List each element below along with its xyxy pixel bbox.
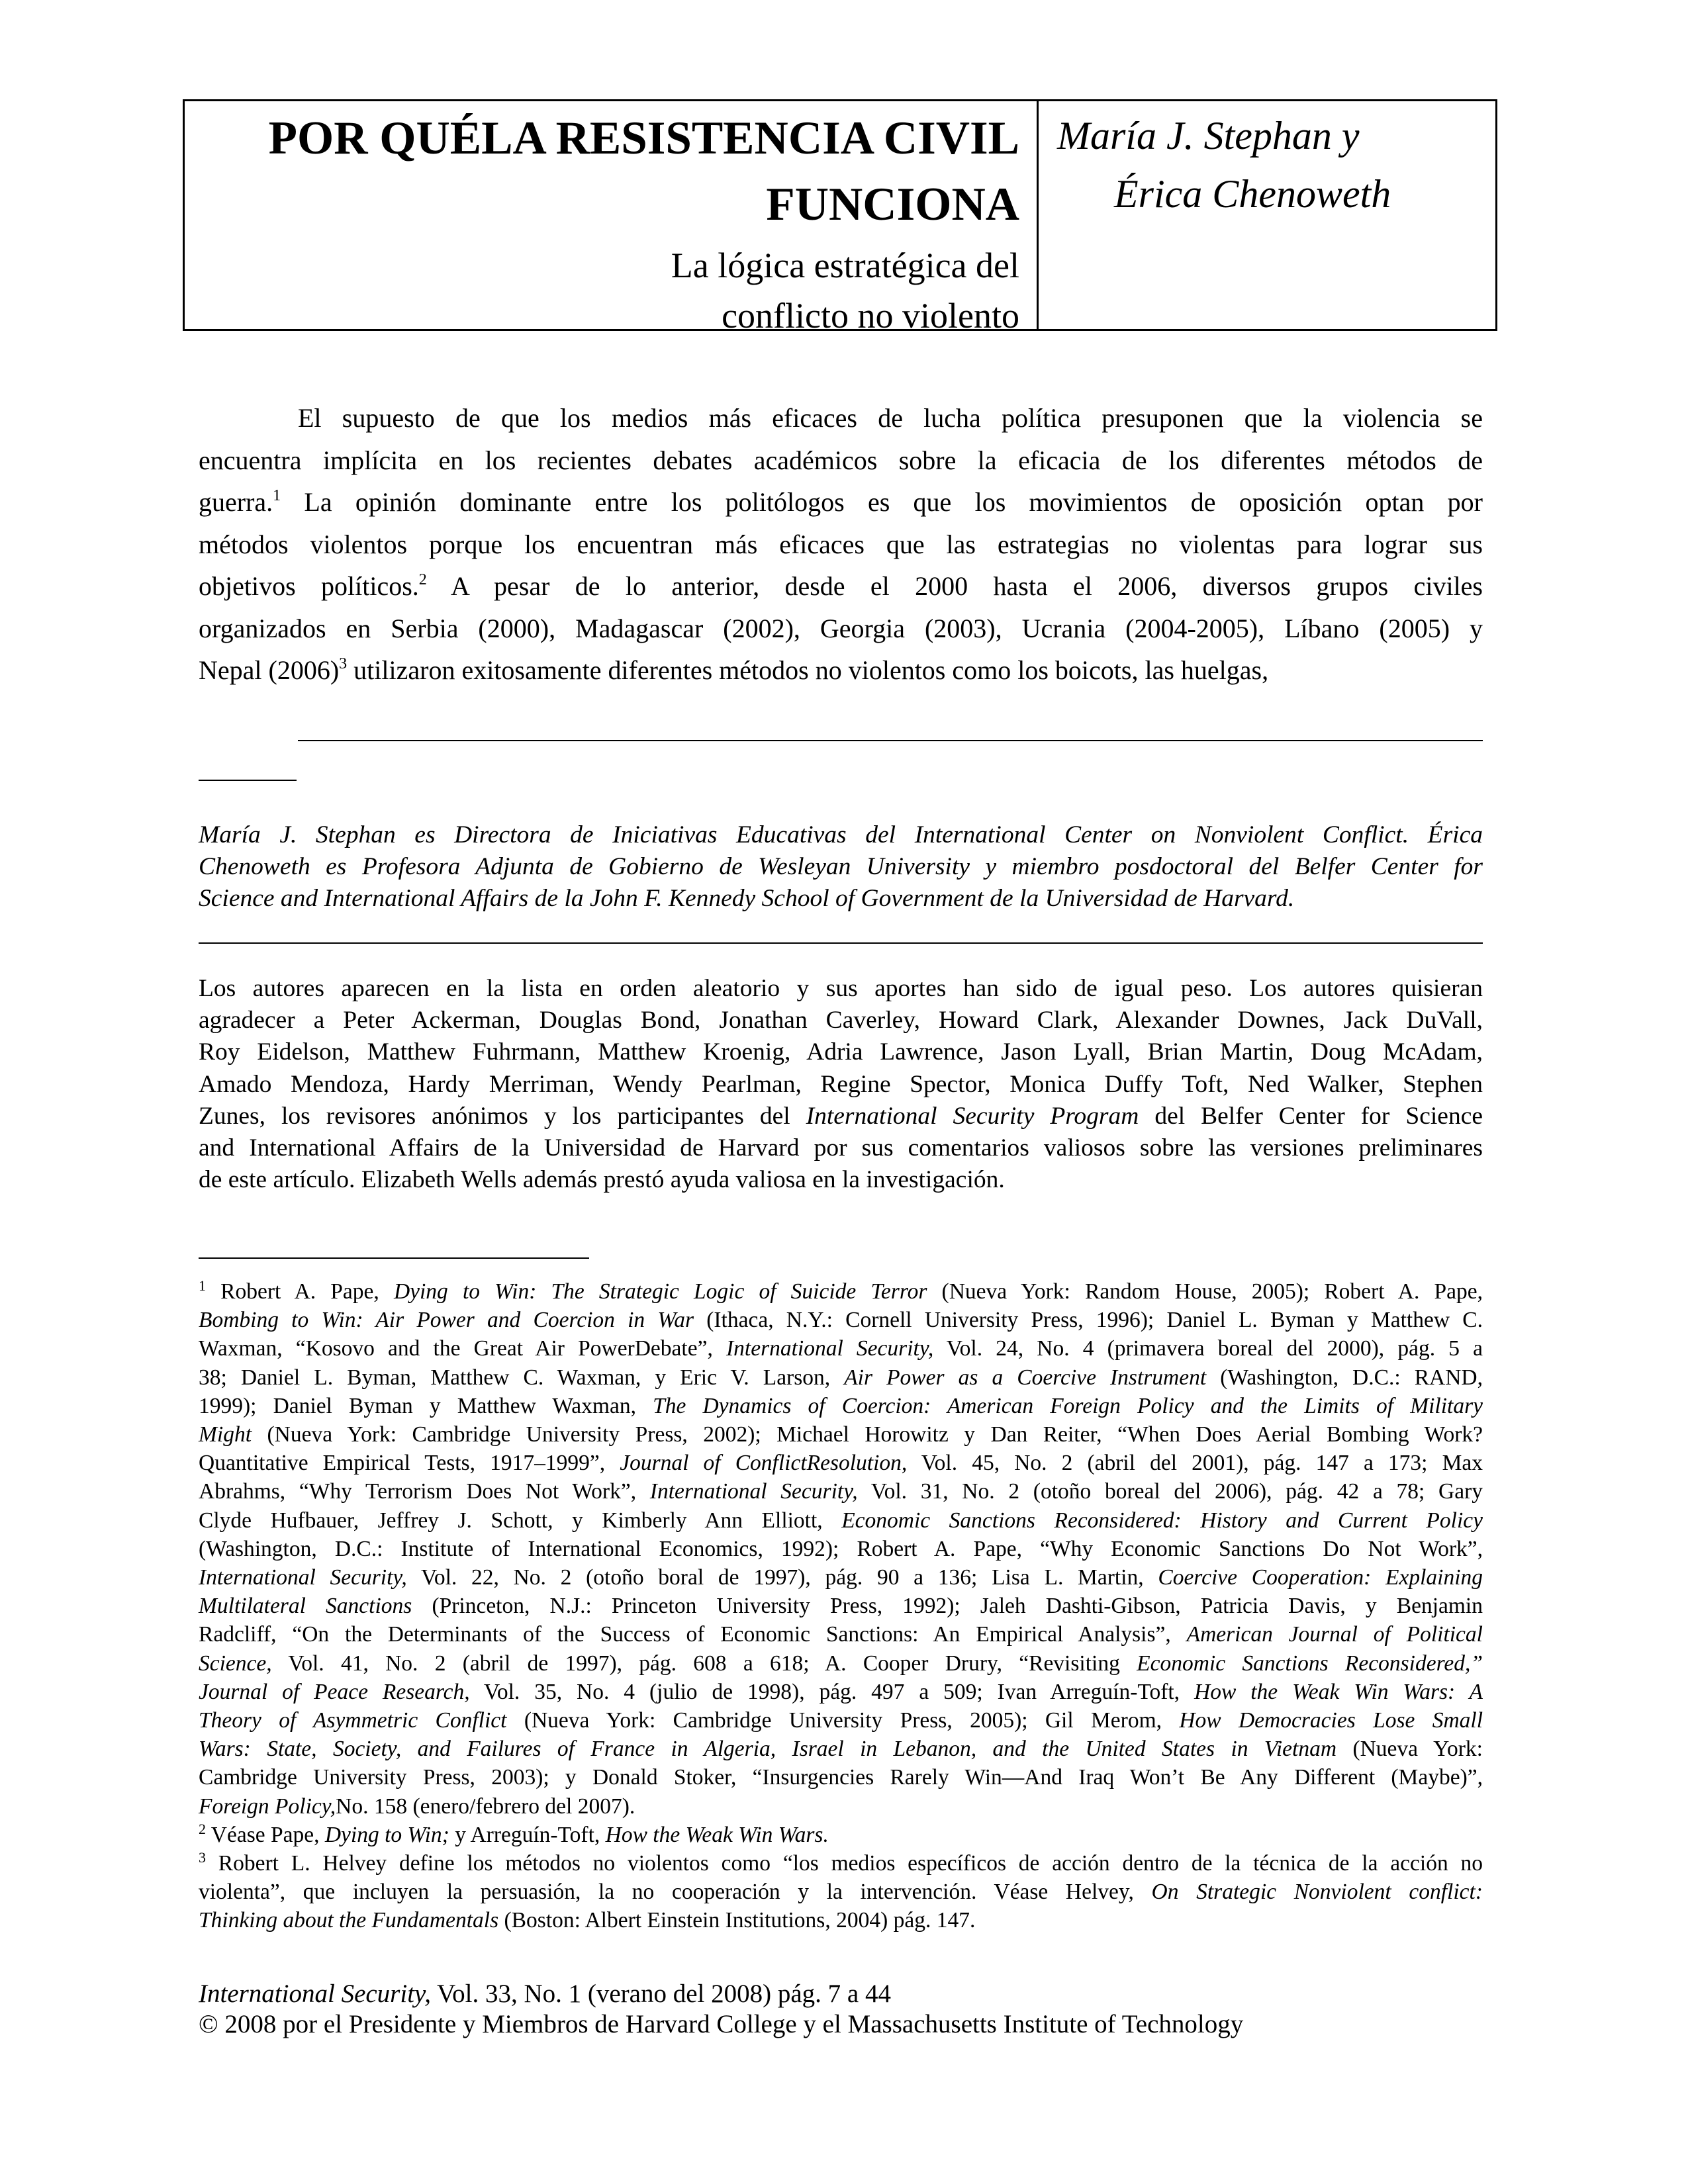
author-line-2: Érica Chenoweth	[1114, 172, 1391, 216]
title-line-1: POR QUÉLA RESISTENCIA CIVIL	[268, 113, 1019, 164]
ack-line: agradecer a Peter Ackerman, Douglas Bond, Jonathan Caverley, Howard Clark, Alexander Downes, Jack DuVall,	[199, 1007, 1483, 1034]
body-paragraph	[199, 397, 1483, 692]
affiliation-line: Science and International Affairs de la John F. Kennedy School of Government de la Universidad de Harvard.	[199, 885, 1295, 912]
title-box	[183, 99, 1497, 336]
footnote-1: $^1$ Robert A. Pape, Dying to Win: The Strategic Logic of Suicide Terror (Nueva York: Random House, 2005); Robert A. Pape, Bombing to Win: Air Power and Coercion in War (Ithaca, N.Y.: Cornell University Press, 1996); Daniel L. Byman y Matthew C. Waxman, “Kosovo and the Great Air PowerDebate”, International Security, Vol. 24, No. 4 (primavera boreal del 2000), pág. 5 a 38; Daniel L. Byman, Matthew C. Waxman, y Eric V. Larson, Air Power as a Coercive Instrument (Washington, D.C.: RAND, 1999); Daniel Byman y Matthew Waxman, The Dynamics of Coercion: American Foreign Policy and the Limits of Military Might (Nueva York: Cambridge University Press, 2002); Michael Horowitz y Dan Reiter, “When Does Aerial Bombing Work? Quantitative Empirical Tests, 1917–1999”, Journal of ConflictResolution, Vol. 45, No. 2 (abril del 2001), pág. 147 a 173; Max Abrahms, “Why Terrorism Does Not Work”, International Security, Vol. 31, No. 2 (otoño boreal del 2006), pág. 42 a 78; Gary Clyde Hufbauer, Jeffrey J. Schott, y Kimberly Ann Elliott, Economic Sanctions Reconsidered: History and Current Policy (Washington, D.C.: Institute of International Economics, 1992); Robert A. Pape, “Why Economic Sanctions Do Not Work”, International Security, Vol. 22, No. 2 (otoño boral de 1997), pág. 90 a 136; Lisa L. Martin, Coercive Cooperation: Explaining Multilateral Sanctions (Princeton, N.J.: Princeton University Press, 1992); Jaleh Dashti-Gibson, Patricia Davis, y Benjamin Radcliff, “On the Determinants of the Success of Economic Sanctions: An Empirical Analysis”, American Journal of Political Science, Vol. 41, No. 2 (abril de 1997), pág. 608 a 618; A. Cooper Drury, “Revisiting Economic Sanctions Reconsidered,” Journal of Peace Research, Vol. 35, No. 4 (julio de 1998), pág. 497 a 509; Ivan Arreguín-Toft, How the Weak Win Wars: A Theory of Asymmetric Conflict (Nueva York: Cambridge University Press, 2005); Gil Merom, How Democracies Lose Small Wars: State, Society, and Failures of France in Algeria, Israel in Lebanon, and the United States in Vietnam (Nueva York: Cambridge University Press, 2003); y Donald Stoker, “Insurgencies Rarely Win—And Iraq Won’t Be Any Different (Maybe)”, Foreign Policy,No. 158 (enero/febrero del 2007).	[199, 1277, 1483, 1819]
separator-rule	[298, 740, 1483, 741]
acknowledgments	[199, 973, 1483, 1196]
footnote-ref-1[interactable]: 1	[273, 487, 281, 504]
footnote-2: $^2$ Véase Pape, Dying to Win; y Arreguín-Toft, How the Weak Win Wars.	[199, 1820, 829, 1847]
footnote-3: $^3$ Robert L. Helvey define los métodos no violentos como “los medios específicos de acción dentro de la técnica de la acción no violenta”, que incluyen la persuasión, la no cooperación y la intervención. Véase Helvey, On Strategic Nonviolent conflict: Thinking about the Fundamentals (Boston: Albert Einstein Institutions, 2004) pág. 147.	[199, 1849, 1483, 1933]
ack-line: Roy Eidelson, Matthew Fuhrmann, Matthew Kroenig, Adria Lawrence, Jason Lyall, Brian Martin, Doug McAdam,	[199, 1038, 1483, 1066]
author-line-1: María J. Stephan y	[1057, 114, 1360, 158]
body-line: encuentra implícita en los recientes debates académicos sobre la eficacia de los diferentes métodos de	[199, 445, 1483, 475]
body-line: El supuesto de que los medios más eficaces de lucha política presuponen que la violencia se	[298, 403, 1483, 433]
title-block	[185, 101, 1039, 336]
body-line: guerra.$^1$ La opinión dominante entre los politólogos es que los movimientos de oposición optan por	[199, 487, 1483, 517]
body-line: organizados en Serbia (2000), Madagascar (2002), Georgia (2003), Ucrania (2004-2005), Líbano (2005) y	[199, 613, 1483, 643]
citation-line: International Security, Vol. 33, No. 1 (verano del 2008) pág. 7 a 44	[199, 1979, 891, 2008]
article-subtitle	[185, 240, 1019, 341]
body-line: objetivos políticos.$^2$ A pesar de lo anterior, desde el 2000 hasta el 2006, diversos grupos civiles	[199, 571, 1483, 601]
affiliation-rule	[199, 942, 1483, 944]
footnote-rule	[199, 1257, 589, 1259]
copyright-line: © 2008 por el Presidente y Miembros de Harvard College y el Massachusetts Institute of Technology	[199, 2010, 1244, 2038]
body-line: métodos violentos porque los encuentran más eficaces que las estrategias no violentas para lograr sus	[199, 529, 1483, 559]
article-title	[185, 105, 1019, 238]
footnote-ref-2[interactable]: 2	[418, 571, 427, 588]
author-affiliation	[199, 819, 1483, 915]
authors-block	[1039, 101, 1495, 329]
affiliation-line: Chenoweth es Profesora Adjunta de Gobierno de Wesleyan University y miembro posdoctoral del Belfer Center for	[199, 853, 1483, 880]
ack-line: Los autores aparecen en la lista en orden aleatorio y sus aportes han sido de igual peso. Los autores quisieran	[199, 975, 1483, 1002]
affiliation-line: María J. Stephan es Directora de Iniciativas Educativas del International Center on Nonviolent Conflict. Érica	[199, 821, 1483, 848]
body-line: Nepal $(2006)^3$ utilizaron exitosamente diferentes métodos no violentos como los boicots, las huelgas,	[199, 655, 1269, 685]
footnote-ref-3[interactable]: 3	[339, 655, 348, 672]
ack-line: Amado Mendoza, Hardy Merriman, Wendy Pearlman, Regine Spector, Monica Duffy Toft, Ned Walker, Stephen	[199, 1070, 1483, 1098]
ack-line: Zunes, los revisores anónimos y los participantes del International Security Program del Belfer Center for Science	[199, 1102, 1483, 1130]
separator-short-rule	[199, 780, 297, 781]
subtitle-line-1: La lógica estratégica del	[671, 246, 1019, 285]
title-line-2: FUNCIONA	[766, 179, 1019, 230]
ack-line: and International Affairs de la Universidad de Harvard por sus comentarios valiosos sobre las versiones preliminares	[199, 1134, 1483, 1162]
footnotes	[199, 1277, 1483, 1935]
subtitle-line-2: conflicto no violento	[722, 296, 1019, 336]
ack-line: de este artículo. Elizabeth Wells además prestó ayuda valiosa en la investigación.	[199, 1166, 1005, 1194]
page-footer	[199, 1979, 1483, 2040]
